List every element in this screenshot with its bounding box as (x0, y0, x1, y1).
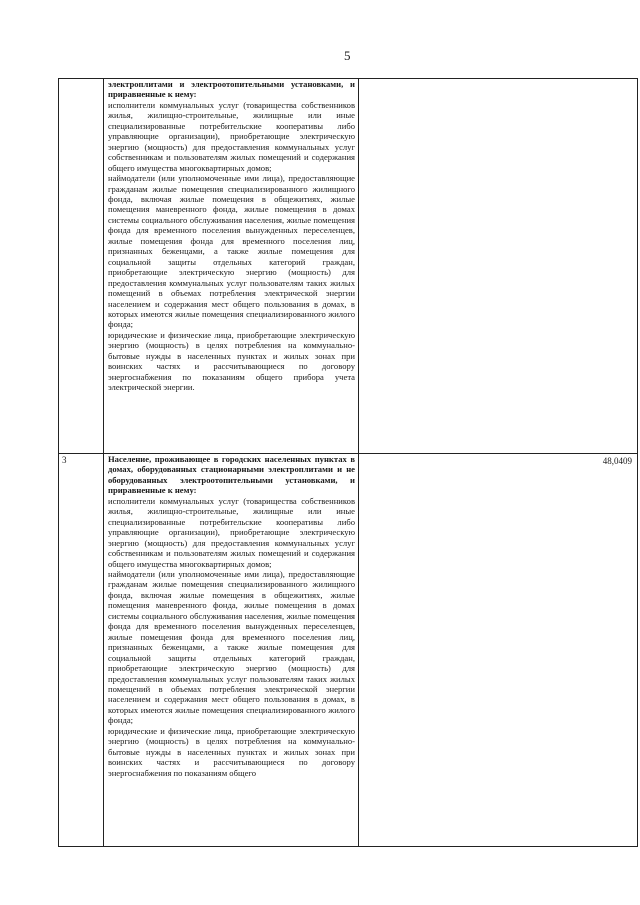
table-row (59, 79, 638, 454)
row-number-cell (59, 79, 104, 454)
page-number: 5 (344, 48, 351, 63)
category-heading: Население, проживающее в городских населенных пунктах в домах, оборудованных стационарными электроплитами и не оборудованных электроотопительными установками, и приравненные к нему: (108, 454, 355, 496)
consumer-category-cell (104, 79, 359, 454)
category-heading: электроплитами и электроотопительными установками, и приравненные к нему: (108, 79, 355, 100)
category-paragraph: исполнители коммунальных услуг (товарищества собственников жилья, жилищно-строительные, жилищные или иные специализированные потребительские кооперативы либо управляющие организации), приобретающие электрическую энергию (мощность) для предоставления коммунальных услуг собственникам и пользователям жилых помещений и содержания общего имущества многоквартирных домов; (108, 99, 355, 173)
table-row (59, 454, 638, 847)
tariff-value: 48,0409 (602, 456, 632, 466)
category-paragraph: наймодатели (или уполномоченные ими лица), предоставляющие гражданам жилые помещения специализированного жилищного фонда, включая жилые помещения в общежитиях, жилые помещения маневренного фонда, жилые помещения в домах системы социального обслуживания населения, жилые помещения фонда для временного поселения вынужденных переселенцев, жилые помещения фонда для временного поселения лиц, признанных беженцами, а также жилые помещения для социальной защиты отдельных категорий граждан, приобретающие электрическую энергию (мощность) для предоставления коммунальных услуг пользователям таких жилых помещений в объемах потребления электрической энергии населением и содержания мест общего пользования в домах, в которых имеются жилые помещения специализированного жилого фонда; (108, 568, 355, 726)
category-paragraph: исполнители коммунальных услуг (товарищества собственников жилья, жилищно-строительные, жилищные или иные специализированные потребительские кооперативы либо управляющие организации), приобретающие электрическую энергию (мощность) для предоставления коммунальных услуг собственникам и пользователям жилых помещений и содержания общего имущества многоквартирных домов; (108, 495, 355, 569)
tariff-value-cell (359, 79, 638, 454)
tariff-value-cell (359, 454, 638, 847)
row-number-cell: 3 (59, 454, 104, 847)
category-paragraph: наймодатели (или уполномоченные ими лица), предоставляющие гражданам жилые помещения специализированного жилищного фонда, включая жилые помещения в общежитиях, жилые помещения маневренного фонда, жилые помещения в домах системы социального обслуживания населения, жилые помещения фонда для временного поселения вынужденных переселенцев, жилые помещения фонда для временного поселения лиц, признанных беженцами, а также жилые помещения для социальной защиты отдельных категорий граждан, приобретающие электрическую энергию (мощность) для предоставления коммунальных услуг пользователям таких жилых помещений в объемах потребления электрической энергии населением и содержания мест общего пользования в домах, в которых имеются жилые помещения специализированного жилого фонда; (108, 173, 355, 330)
tariff-table (58, 78, 638, 847)
category-paragraph: юридические и физические лица, приобретающие электрическую энергию (мощность) в целях потребления на коммунально-бытовые нужды в населенных пунктах и жилых зонах при воинских частях и рассчитывающиеся по договору энергоснабжения по показаниям общего (108, 725, 355, 778)
tariff-value (359, 79, 637, 81)
consumer-category-cell (104, 454, 359, 847)
category-paragraph: юридические и физические лица, приобретающие электрическую энергию (мощность) в целях потребления на коммунально-бытовые нужды в населенных пунктах и жилых зонах при воинских частях и рассчитывающиеся по договору энергоснабжения по показаниям общего прибора учета электрической энергии. (108, 329, 355, 393)
